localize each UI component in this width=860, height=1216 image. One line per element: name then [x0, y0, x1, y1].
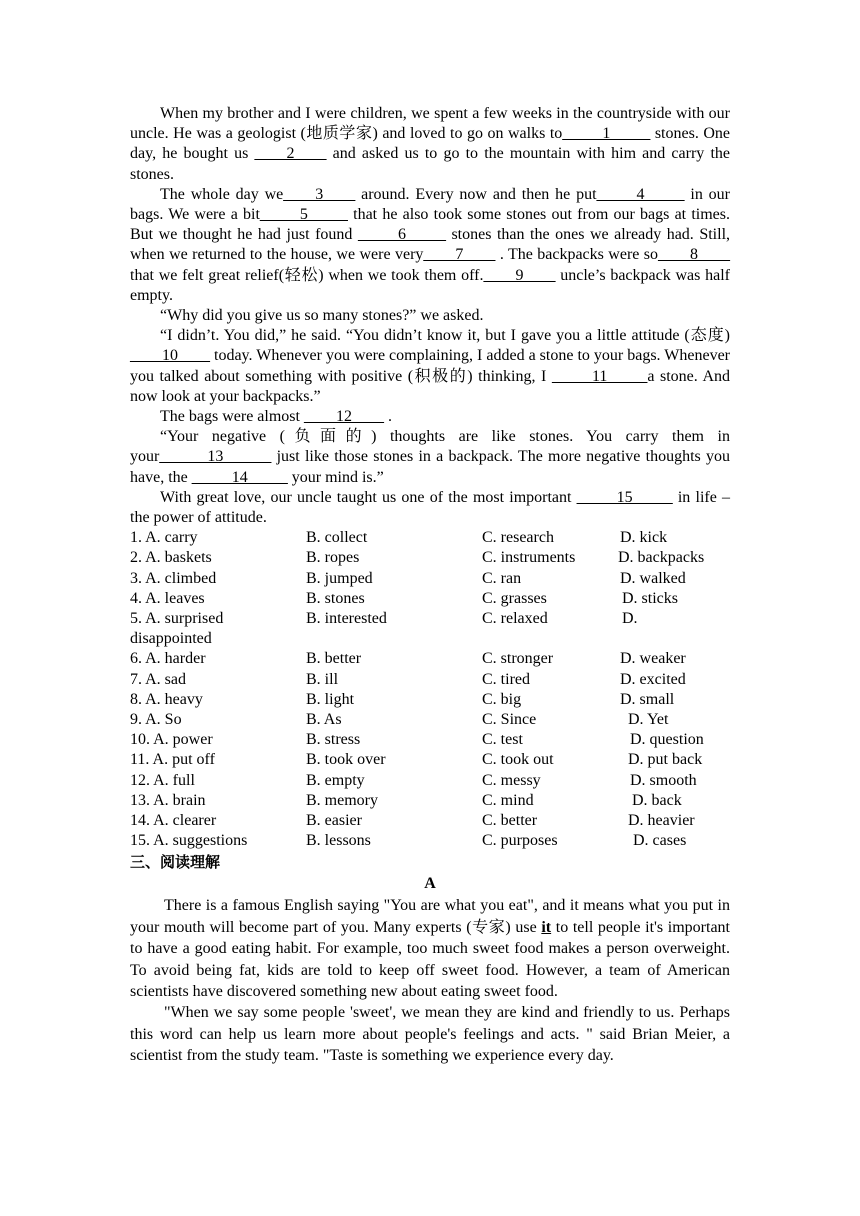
- option-d: D. heavier: [628, 811, 695, 829]
- option-row: [130, 548, 730, 568]
- paragraph-text: in life – the power of attitude.: [130, 488, 731, 527]
- paragraph-text: stones. One day, he bought us: [130, 125, 731, 163]
- answer-blank: ______13______: [159, 448, 272, 466]
- reading-passage: [130, 895, 730, 1066]
- option-d: D. question: [630, 731, 704, 749]
- option-b: B. took over: [306, 751, 386, 769]
- paragraph-text: around. Every now and then he put: [355, 185, 597, 203]
- paragraph-text: today. Whenever you were complaining, I added a stone to your bags. Whenever you talked about something with positive (积极的) thinking, I: [130, 347, 730, 385]
- option-c: C. messy: [482, 771, 541, 789]
- paragraph-text: a stone. And now look at your backpacks.”: [130, 367, 730, 405]
- option-b: B. light: [306, 690, 355, 708]
- option-c: C. better: [482, 811, 538, 829]
- option-c: C. Since: [482, 710, 537, 728]
- answer-blank: ____2____: [254, 145, 327, 163]
- paragraph-text: “Your negative (负面的) thoughts are like stones. You carry them in your: [130, 428, 730, 466]
- option-d: D. Yet: [628, 710, 669, 728]
- paragraph-text: in our bags. We were a bit: [130, 185, 731, 224]
- option-c: C. test: [482, 731, 523, 749]
- option-row: [130, 649, 730, 669]
- option-b: B. better: [306, 650, 362, 668]
- option-d: D. put back: [628, 751, 703, 769]
- paragraph-text: uncle’s backpack was half empty.: [130, 266, 730, 304]
- option-a: 13. A. brain: [130, 791, 206, 809]
- answer-blank: _____15_____: [576, 488, 673, 506]
- answer-blank: ____8____: [658, 246, 731, 264]
- option-row: [130, 670, 730, 690]
- answer-blank: ____7____: [423, 246, 496, 264]
- option-row: [130, 609, 730, 649]
- option-a: 12. A. full: [130, 771, 195, 789]
- paragraph-text: When my brother and I were children, we spent a few weeks in the countryside with our uncle. He was a geologist (地质学家) and loved to go on walks to: [130, 105, 730, 143]
- option-c: C. relaxed: [482, 610, 548, 628]
- option-row: [130, 750, 730, 770]
- option-row: [130, 569, 730, 589]
- option-b: B. As: [306, 710, 342, 728]
- option-b: B. memory: [306, 791, 378, 809]
- answer-blank: _____11_____: [551, 367, 648, 385]
- option-d: D. excited: [620, 670, 686, 688]
- paragraph-text: . The backpacks were so: [495, 246, 659, 264]
- option-d-continuation: disappointed: [130, 630, 212, 648]
- option-b: B. stress: [306, 731, 361, 749]
- option-c: C. ran: [482, 569, 522, 587]
- option-c: C. purposes: [482, 832, 558, 850]
- paragraph-text: “I didn’t. You did,” he said. “You didn’t know it, but I gave you a little attitude (态度): [160, 327, 730, 345]
- option-d: D. walked: [620, 569, 686, 587]
- option-row: [130, 730, 730, 750]
- option-d: D. backpacks: [618, 549, 705, 567]
- section-title: 三、阅读理解: [130, 853, 221, 872]
- option-a: 7. A. sad: [130, 670, 186, 688]
- cloze-paragraph: [130, 407, 730, 427]
- paragraph-text: With great love, our uncle taught us one of the most important: [160, 488, 577, 506]
- option-d: D. cases: [633, 832, 687, 850]
- option-d: D. kick: [620, 529, 668, 547]
- option-b: B. easier: [306, 811, 362, 829]
- option-row: [130, 831, 730, 851]
- option-row: [130, 811, 730, 831]
- option-a: 10. A. power: [130, 731, 213, 749]
- option-row: [130, 771, 730, 791]
- paragraph-text: stones than the ones we already had. Still, when we returned to the house, we were very: [130, 226, 731, 264]
- answer-blank: _____5_____: [259, 206, 348, 224]
- option-b: B. interested: [306, 610, 387, 628]
- cloze-paragraph: [130, 306, 730, 326]
- option-row: [130, 791, 730, 811]
- reading-paragraph: "When we say some people 'sweet', we mean they are kind and friendly to us. Perhaps this word can help us learn more about people's feelings and acts. " said Brian Meier, a scientist from the study team. "Taste is something we experience every day.: [130, 1004, 730, 1065]
- option-c: C. grasses: [482, 589, 547, 607]
- option-b: B. lessons: [306, 832, 371, 850]
- cloze-paragraph: [130, 185, 730, 306]
- paragraph-text: and asked us to go to the mountain with him and carry the stones.: [130, 145, 730, 183]
- option-b: B. collect: [306, 529, 368, 547]
- option-a: 3. A. climbed: [130, 569, 217, 587]
- option-a: 9. A. So: [130, 710, 182, 728]
- option-row: [130, 528, 730, 548]
- option-a: 5. A. surprised: [130, 610, 224, 628]
- option-b: B. ropes: [306, 549, 360, 567]
- answer-blank: ____10____: [130, 347, 210, 365]
- option-c: C. big: [482, 690, 522, 708]
- option-a: 11. A. put off: [130, 751, 215, 769]
- reading-text: There is a famous English saying "You are what you eat", and it means what you put in your mouth will become part of you. Many experts (专家) use: [130, 897, 730, 936]
- paragraph-text: your mind is.”: [287, 468, 384, 486]
- option-b: B. jumped: [306, 569, 373, 587]
- option-d: D. small: [620, 690, 675, 708]
- answer-blank: _____14_____: [191, 468, 288, 486]
- option-c: C. research: [482, 529, 554, 547]
- option-c: C. took out: [482, 751, 554, 769]
- option-c: C. instruments: [482, 549, 576, 567]
- option-d: D. smooth: [630, 771, 697, 789]
- cloze-paragraph: [130, 488, 730, 528]
- option-c: C. tired: [482, 670, 530, 688]
- option-d: D. sticks: [622, 589, 678, 607]
- option-c: C. mind: [482, 791, 534, 809]
- option-row: [130, 589, 730, 609]
- paragraph-text: .: [383, 408, 392, 426]
- cloze-options: [130, 528, 730, 851]
- answer-blank: _____6_____: [357, 226, 446, 244]
- option-row: [130, 710, 730, 730]
- option-d: D.: [622, 610, 638, 628]
- paragraph-text: just like those stones in a backpack. The more negative thoughts you have, the: [130, 448, 730, 486]
- option-b: B. stones: [306, 589, 365, 607]
- option-a: 14. A. clearer: [130, 811, 217, 829]
- paragraph-text: that we felt great relief(轻松) when we took them off.: [130, 266, 484, 284]
- option-d: D. back: [632, 791, 682, 809]
- answer-blank: ____12____: [303, 408, 384, 426]
- paragraph-text: The whole day we: [160, 185, 284, 203]
- paragraph-text: that he also took some stones out from our bags at times. But we thought he had just found: [130, 206, 730, 244]
- passage-label: A: [424, 875, 436, 893]
- cloze-passage: [130, 104, 730, 528]
- answer-blank: ____9____: [483, 266, 556, 284]
- cloze-paragraph: [130, 326, 730, 407]
- option-a: 4. A. leaves: [130, 589, 205, 607]
- cloze-paragraph: [130, 427, 730, 488]
- paragraph-text: “Why did you give us so many stones?” we asked.: [160, 307, 484, 325]
- option-a: 1. A. carry: [130, 529, 198, 547]
- option-a: 15. A. suggestions: [130, 832, 248, 850]
- answer-blank: _____4_____: [596, 185, 685, 203]
- option-row: [130, 690, 730, 710]
- option-a: 8. A. heavy: [130, 690, 203, 708]
- option-b: B. empty: [306, 771, 365, 789]
- cloze-paragraph: [130, 104, 730, 185]
- paragraph-text: The bags were almost: [160, 408, 304, 426]
- emphasized-word: it: [541, 918, 552, 936]
- option-d: D. weaker: [620, 650, 686, 668]
- reading-paragraph: [130, 895, 730, 1002]
- reading-text: to tell people it's important to have a good eating habit. For example, too much sweet food makes a person overweight. To avoid being fat, kids are told to keep off sweet food. However, a team of American scientists have discovered something new about eating sweet food.: [130, 918, 730, 1000]
- option-a: 2. A. baskets: [130, 549, 212, 567]
- option-a: 6. A. harder: [130, 650, 206, 668]
- option-c: C. stronger: [482, 650, 554, 668]
- document-content: [130, 104, 730, 1067]
- option-b: B. ill: [306, 670, 339, 688]
- answer-blank: ____3____: [283, 185, 356, 203]
- answer-blank: _____1_____: [562, 125, 651, 143]
